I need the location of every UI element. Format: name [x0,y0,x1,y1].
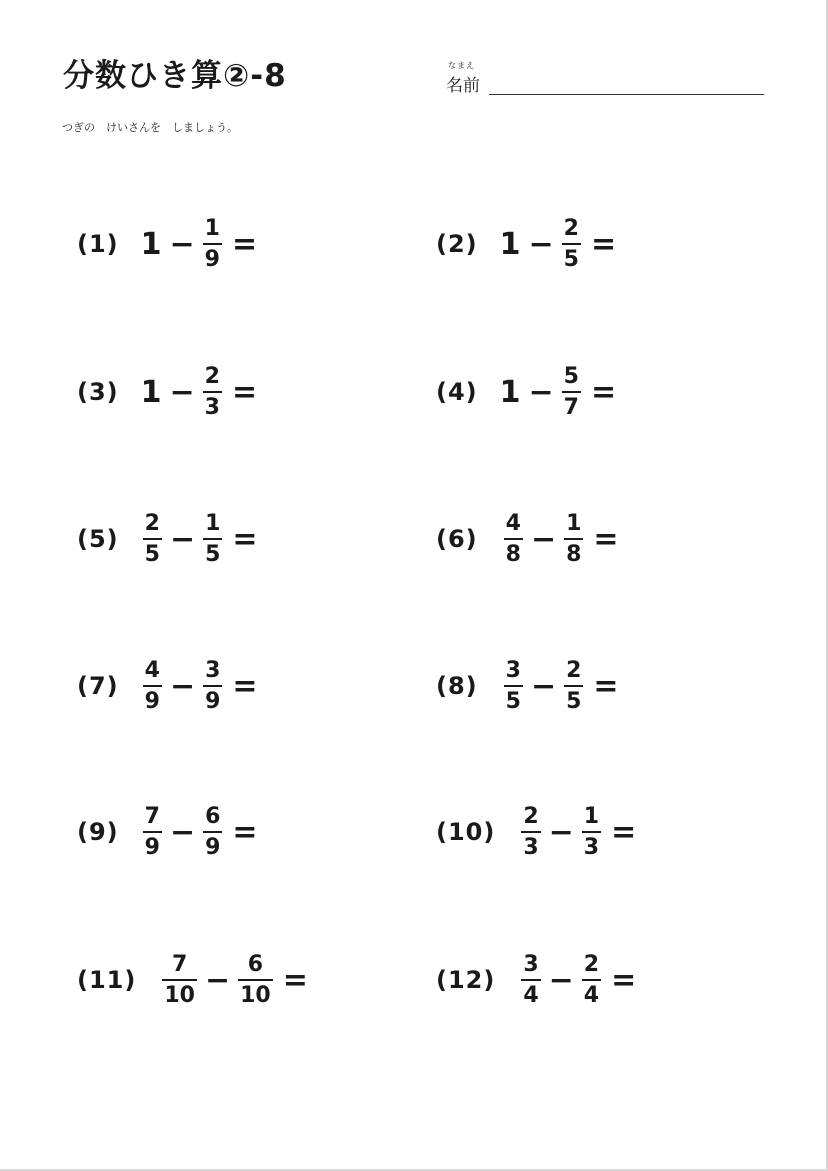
fraction-subtrahend [203,804,222,861]
problem-12 [436,950,636,1010]
numerator: 2 [144,510,160,536]
problem-label: (2) [436,230,478,258]
minus-sign: − [169,814,196,850]
fraction-bar [143,831,162,833]
minus-sign: − [530,668,557,704]
problem-label: (8) [436,672,478,700]
numerator: 4 [144,657,160,683]
numerator: 2 [566,657,582,683]
fraction-subtrahend [582,804,601,861]
denominator: 9 [205,688,221,714]
fraction-minuend [504,511,523,568]
whole-number: 1 [499,374,521,410]
minus-sign: − [548,962,574,998]
denominator: 5 [505,688,521,714]
equals-sign: = [232,668,258,704]
denominator: 5 [563,246,579,272]
denominator: 4 [523,982,539,1008]
denominator: 4 [583,982,600,1008]
fraction-subtrahend [562,364,581,421]
equals-sign: = [593,521,619,557]
problem-label: (6) [436,525,478,553]
whole-number: 1 [140,226,162,262]
numerator: 3 [523,951,539,977]
fraction-subtrahend [562,216,581,273]
denominator: 8 [566,541,582,567]
denominator: 9 [205,834,221,860]
denominator: 8 [505,541,521,567]
problem-1 [77,214,257,274]
fraction-bar [562,391,581,393]
numerator: 2 [204,363,220,389]
problem-label: (10) [436,818,496,846]
fraction-subtrahend [564,658,583,715]
minus-sign: − [528,374,554,410]
instruction-text: つぎの けいさんを しましょう。 [62,121,238,134]
whole-number: 1 [499,226,521,262]
fraction-minuend [143,804,162,861]
denominator: 5 [144,541,160,567]
name-write-line[interactable] [489,94,764,95]
equals-sign: = [282,962,308,998]
denominator: 3 [523,834,539,860]
fraction-bar [203,831,222,833]
fraction-subtrahend [203,511,222,568]
fraction-bar [582,831,601,833]
problem-label: (11) [77,966,137,994]
problem-label: (9) [77,818,119,846]
problem-label: (4) [436,378,478,406]
fraction-bar [238,979,273,981]
worksheet-title: 分数ひき算②-8 [63,58,287,94]
fraction-minuend [143,511,162,568]
fraction-bar [504,685,523,687]
problem-label: (5) [77,525,119,553]
denominator: 9 [144,688,160,714]
numerator: 2 [563,215,579,241]
minus-sign: − [530,521,557,557]
problem-label: (3) [77,378,119,406]
denominator: 10 [164,982,195,1008]
problem-label: (1) [77,230,119,258]
numerator: 2 [523,803,539,829]
minus-sign: − [169,374,195,410]
numerator: 6 [247,951,264,977]
fraction-minuend [162,952,197,1009]
fraction-bar [582,979,601,981]
fraction-subtrahend [564,511,583,568]
problem-6 [436,509,619,569]
denominator: 3 [204,394,220,420]
numerator: 7 [144,803,160,829]
problem-10 [436,802,636,862]
problem-label: (12) [436,966,496,994]
fraction-bar [203,243,222,245]
equals-sign: = [590,374,617,410]
fraction-bar [521,979,540,981]
fraction-subtrahend [238,952,273,1009]
whole-number: 1 [140,374,162,410]
fraction-bar [203,685,222,687]
denominator: 9 [144,834,160,860]
equals-sign: = [231,374,258,410]
denominator: 10 [240,982,271,1008]
problem-8 [436,656,619,716]
minus-sign: − [169,226,195,262]
numerator: 2 [583,951,600,977]
problem-3 [77,362,257,422]
fraction-bar [203,538,222,540]
fraction-bar [203,391,222,393]
denominator: 3 [583,834,600,860]
fraction-minuend [521,804,540,861]
fraction-bar [521,831,540,833]
numerator: 4 [505,510,521,536]
fraction-minuend [504,658,523,715]
fraction-bar [564,685,583,687]
fraction-bar [143,685,162,687]
denominator: 5 [205,541,221,567]
numerator: 6 [205,803,221,829]
fraction-subtrahend [582,952,601,1009]
minus-sign: − [169,668,196,704]
minus-sign: − [528,226,554,262]
problem-9 [77,802,258,862]
minus-sign: − [169,521,196,557]
numerator: 1 [205,510,221,536]
denominator: 5 [566,688,582,714]
denominator: 7 [563,394,579,420]
equals-sign: = [231,226,258,262]
equals-sign: = [611,962,637,998]
numerator: 1 [566,510,582,536]
name-field-block [446,60,766,100]
numerator: 3 [505,657,521,683]
numerator: 1 [204,215,220,241]
equals-sign: = [593,668,619,704]
fraction-subtrahend [203,216,222,273]
fraction-minuend [521,952,540,1009]
equals-sign: = [232,814,258,850]
problem-4 [436,362,616,422]
fraction-bar [143,538,162,540]
equals-sign: = [611,814,637,850]
fraction-bar [562,243,581,245]
fraction-minuend [143,658,162,715]
problem-5 [77,509,258,569]
numerator: 7 [172,951,188,977]
fraction-bar [162,979,197,981]
minus-sign: − [204,962,231,998]
problem-label: (7) [77,672,119,700]
denominator: 9 [204,246,220,272]
numerator: 3 [205,657,221,683]
problem-2 [436,214,616,274]
numerator: 1 [583,803,600,829]
equals-sign: = [590,226,617,262]
fraction-bar [504,538,523,540]
name-label: 名前 [446,76,480,96]
fraction-subtrahend [203,364,222,421]
numerator: 5 [563,363,579,389]
fraction-subtrahend [203,658,222,715]
problem-11 [77,950,308,1010]
minus-sign: − [548,814,574,850]
equals-sign: = [232,521,258,557]
name-ruby: なまえ [448,61,475,70]
fraction-bar [564,538,583,540]
problem-7 [77,656,258,716]
